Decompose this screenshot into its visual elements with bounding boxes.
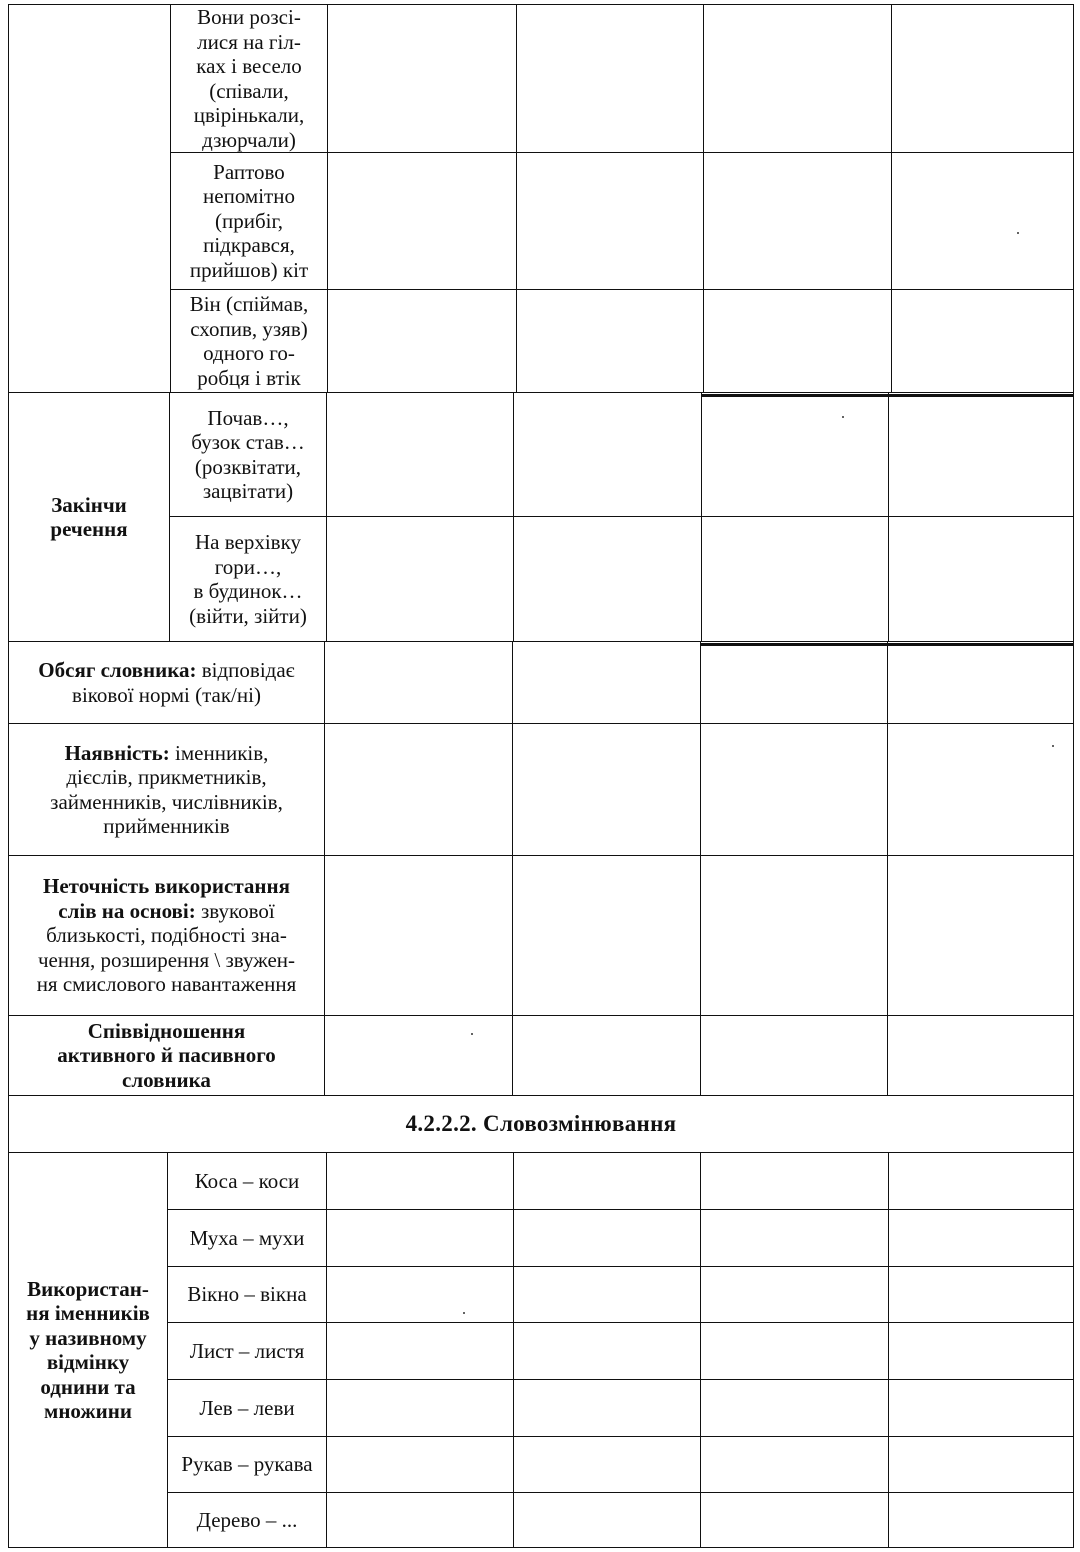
- empty-cell: [700, 1152, 889, 1210]
- empty-cell: [327, 4, 517, 153]
- thick-rule-line: [700, 643, 1074, 646]
- word-pair-cell: Рукав – рукава: [167, 1436, 327, 1493]
- empty-cell: [326, 1322, 514, 1380]
- empty-cell: [887, 1015, 1074, 1096]
- empty-cell: [324, 855, 513, 1016]
- scan-speck: [842, 416, 844, 418]
- word-pair-cell: Лев – леви: [167, 1379, 327, 1437]
- empty-cell: [888, 1436, 1074, 1493]
- empty-cell: [703, 152, 892, 290]
- empty-cell: [700, 1015, 888, 1096]
- table-row-label: Він (спіймав, схопив, узяв) одного го- робця і втік: [170, 289, 328, 393]
- empty-cell: [513, 1492, 701, 1548]
- empty-cell: [512, 641, 701, 724]
- scan-speck: [471, 1033, 473, 1035]
- empty-cell: [888, 1492, 1074, 1548]
- empty-cell: [516, 152, 704, 290]
- empty-cell: [512, 855, 701, 1016]
- empty-cell: [512, 1015, 701, 1096]
- empty-cell: [513, 516, 702, 642]
- empty-cell: [513, 1322, 701, 1380]
- empty-cell: [324, 1015, 513, 1096]
- empty-cell: [887, 641, 1074, 724]
- empty-cell: [326, 1492, 514, 1548]
- empty-cell: [700, 1266, 889, 1323]
- empty-cell: [512, 723, 701, 856]
- scan-speck: [1017, 232, 1019, 234]
- empty-cell: [513, 1266, 701, 1323]
- table-row-label-active-passive: Співвідношення активного й пасивного словника: [8, 1015, 325, 1096]
- empty-cell: [700, 1379, 889, 1437]
- word-pair-cell: Муха – мухи: [167, 1209, 327, 1267]
- empty-cell: [700, 1492, 889, 1548]
- empty-cell: [513, 1436, 701, 1493]
- empty-cell: [891, 152, 1074, 290]
- empty-cell: [516, 289, 704, 393]
- table-row-label: Раптово непомітно (прибіг, підкрався, прийшов) кіт: [170, 152, 328, 290]
- empty-cell: [327, 152, 517, 290]
- scan-speck: [463, 1312, 465, 1314]
- empty-cell: [327, 289, 517, 393]
- word-pair-cell: Вікно – вікна: [167, 1266, 327, 1323]
- empty-cell: [516, 4, 704, 153]
- empty-cell: [700, 723, 888, 856]
- empty-cell: [326, 1379, 514, 1437]
- empty-cell: [888, 392, 1074, 517]
- word-pair-cell: Лист – листя: [167, 1322, 327, 1380]
- empty-cell: [513, 1379, 701, 1437]
- empty-cell: [326, 1266, 514, 1323]
- table-row-label-inaccuracy: Неточність використання слів на основі: звукової близькості, подібності зна- чення, розширення \ звужен- ня смислового навантаження: [8, 855, 325, 1016]
- empty-cell: [326, 516, 514, 642]
- table-cell-empty-label: [8, 4, 171, 393]
- section-label-finish-sentence: Закінчи речення: [8, 392, 170, 642]
- empty-cell: [700, 855, 888, 1016]
- empty-cell: [513, 1209, 701, 1267]
- empty-cell: [324, 641, 513, 724]
- empty-cell: [887, 855, 1074, 1016]
- empty-cell: [891, 289, 1074, 393]
- empty-cell: [888, 1152, 1074, 1210]
- empty-cell: [888, 1322, 1074, 1380]
- empty-cell: [700, 1322, 889, 1380]
- empty-cell: [326, 1209, 514, 1267]
- empty-cell: [703, 4, 892, 153]
- empty-cell: [891, 4, 1074, 153]
- word-pair-cell: Коса – коси: [167, 1152, 327, 1210]
- section-heading: 4.2.2.2. Словозмінювання: [8, 1095, 1074, 1153]
- empty-cell: [700, 641, 888, 724]
- table-row-label-presence: Наявність: іменників, дієслів, прикметників, займенників, числівників, прийменників: [8, 723, 325, 856]
- table-row-label: Почав…, бузок став… (розквітати, зацвітати): [169, 392, 327, 517]
- empty-cell: [326, 1436, 514, 1493]
- empty-cell: [888, 1266, 1074, 1323]
- section-label-noun-usage: Використан- ня іменників у називному відмінку однини та множини: [8, 1152, 168, 1548]
- empty-cell: [701, 516, 889, 642]
- empty-cell: [703, 289, 892, 393]
- empty-cell: [700, 1209, 889, 1267]
- empty-cell: [326, 1152, 514, 1210]
- table-row-label: На верхівку гори…, в будинок… (війти, зійти): [169, 516, 327, 642]
- empty-cell: [513, 392, 702, 517]
- empty-cell: [700, 1436, 889, 1493]
- empty-cell: [888, 1379, 1074, 1437]
- table-row-label: Вони розсі- лися на гіл- ках і весело (співали, цвірінькали, дзюрчали): [170, 4, 328, 153]
- empty-cell: [324, 723, 513, 856]
- scan-speck: [1052, 745, 1054, 747]
- empty-cell: [513, 1152, 701, 1210]
- empty-cell: [888, 1209, 1074, 1267]
- table-row-label-vocabulary-volume: Обсяг словника: відповідає вікової нормі (так/ні): [8, 641, 325, 724]
- word-pair-cell: Дерево – ...: [167, 1492, 327, 1548]
- thick-rule-line: [701, 394, 1074, 397]
- empty-cell: [888, 516, 1074, 642]
- empty-cell: [701, 392, 889, 517]
- empty-cell: [887, 723, 1074, 856]
- empty-cell: [326, 392, 514, 517]
